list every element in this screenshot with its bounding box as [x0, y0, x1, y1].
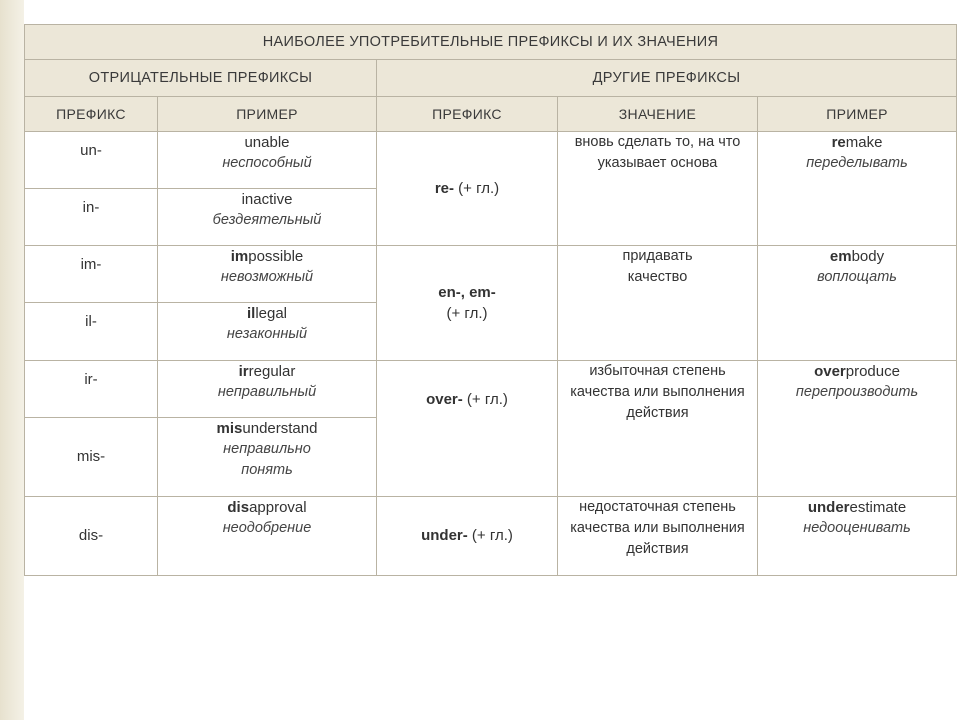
neg-prefix: mis- — [76, 448, 106, 466]
prefix-table — [24, 24, 957, 576]
oth-prefix-note: (+ гл.) — [454, 180, 500, 198]
example-word-stem: legal — [255, 305, 288, 323]
example-word — [158, 418, 376, 439]
example-word-prefix: mis — [216, 419, 243, 437]
example-word-stem: unable — [244, 134, 290, 152]
oth-meaning-cell — [558, 360, 758, 496]
example-word-prefix: over — [814, 362, 846, 380]
neg-prefix-cell — [25, 496, 158, 575]
neg-prefix-cell — [25, 189, 158, 246]
oth-meaning-cell: вновь сделать то, на что указывает основа — [558, 132, 758, 246]
column-header-neg-example: ПРИМЕР — [158, 97, 377, 132]
example-word-prefix: em — [829, 248, 852, 266]
group-header-negative: ОТРИЦАТЕЛЬНЫЕ ПРЕФИКСЫ — [25, 60, 377, 97]
neg-example-cell — [158, 496, 377, 575]
oth-example-cell — [758, 496, 957, 575]
example-word — [158, 189, 376, 210]
example-translation: переделывать — [806, 155, 908, 172]
example-word-stem: regular — [248, 362, 296, 380]
neg-example-cell — [158, 132, 377, 189]
example-word-stem: inactive — [241, 191, 293, 209]
oth-example-cell — [758, 132, 957, 246]
oth-prefix: re- — [434, 180, 455, 198]
example-word-prefix: ir — [238, 362, 249, 380]
example-word — [158, 361, 376, 382]
group-header-other: ДРУГИЕ ПРЕФИКСЫ — [377, 60, 957, 97]
example-translation-wrap — [158, 439, 376, 481]
neg-example-cell — [158, 360, 377, 417]
oth-prefix-cell — [377, 132, 558, 246]
example-word-prefix: il — [246, 305, 256, 323]
oth-prefix: over- — [426, 390, 463, 408]
example-word-stem: produce — [845, 362, 900, 380]
neg-example-cell — [158, 246, 377, 303]
example-translation: незаконный — [226, 326, 308, 343]
column-header-oth-meaning: ЗНАЧЕНИЕ — [558, 97, 758, 132]
oth-meaning-cell — [558, 496, 758, 575]
neg-example-cell — [158, 417, 377, 496]
table-row — [25, 132, 957, 189]
oth-meaning: придавать качество — [622, 248, 693, 286]
example-word-prefix: im — [230, 248, 249, 266]
example-word-stem: make — [845, 134, 883, 152]
example-word — [758, 132, 956, 153]
example-word-prefix: re — [831, 134, 846, 152]
example-translation: перепроизводить — [795, 383, 919, 400]
example-translation: неодобрение — [222, 519, 312, 536]
oth-prefix-note: (+ гл.) — [467, 527, 513, 545]
column-header-neg-prefix: ПРЕФИКС — [25, 97, 158, 132]
oth-prefix: en-, em- — [438, 283, 496, 301]
table-row — [25, 246, 957, 303]
oth-meaning-cell — [558, 246, 758, 360]
neg-prefix: im- — [80, 256, 102, 274]
neg-example-cell — [158, 189, 377, 246]
neg-prefix-cell — [25, 303, 158, 360]
oth-prefix-cell — [377, 496, 558, 575]
neg-prefix: un- — [80, 142, 102, 160]
neg-prefix-cell — [25, 246, 158, 303]
table-title: НАИБОЛЕЕ УПОТРЕБИТЕЛЬНЫЕ ПРЕФИКСЫ И ИХ ЗНАЧЕНИЯ — [25, 25, 957, 60]
neg-prefix: il- — [85, 313, 97, 331]
neg-example-cell — [158, 303, 377, 360]
oth-prefix-cell — [377, 360, 558, 496]
neg-prefix-cell — [25, 360, 158, 417]
example-word — [758, 497, 956, 518]
example-translation: неспособный — [222, 155, 312, 172]
oth-example-cell — [758, 246, 957, 360]
example-word — [158, 303, 376, 324]
example-word-stem: body — [851, 248, 885, 266]
table-row — [25, 360, 957, 417]
example-translation: воплощать — [817, 269, 897, 286]
neg-prefix: ir- — [84, 370, 98, 388]
oth-prefix: under- — [421, 527, 468, 545]
example-word — [158, 246, 376, 267]
oth-meaning: избыточная степень качества или выполнения действия — [570, 362, 745, 421]
example-translation: неправильно понять — [223, 440, 311, 478]
column-header-oth-example: ПРИМЕР — [758, 97, 957, 132]
example-word-prefix: dis — [227, 498, 250, 516]
example-word — [758, 361, 956, 382]
oth-prefix-note: (+ гл.) — [462, 390, 508, 408]
slide-side-strip — [0, 0, 24, 720]
oth-prefix-note: (+ гл.) — [446, 304, 488, 322]
example-word-stem: possible — [248, 248, 304, 266]
oth-meaning: недостаточная степень качества или выполнения действия — [570, 498, 745, 557]
table-row — [25, 496, 957, 575]
example-word — [158, 497, 376, 518]
example-word — [758, 246, 956, 267]
column-header-oth-prefix: ПРЕФИКС — [377, 97, 558, 132]
example-translation: невозможный — [220, 269, 314, 286]
neg-prefix: dis- — [78, 527, 104, 545]
example-word-stem: estimate — [849, 498, 907, 516]
oth-example-cell — [758, 360, 957, 496]
neg-prefix: in- — [82, 199, 100, 217]
example-translation: недооценивать — [803, 519, 911, 536]
example-translation: неправильный — [217, 383, 317, 400]
example-translation: бездеятельный — [212, 212, 322, 229]
example-word — [158, 132, 376, 153]
neg-prefix-cell — [25, 417, 158, 496]
example-word-stem: approval — [249, 498, 307, 516]
example-word-prefix: under — [807, 498, 850, 516]
neg-prefix-cell — [25, 132, 158, 189]
example-word-stem: understand — [242, 419, 318, 437]
oth-prefix-cell — [377, 246, 558, 360]
